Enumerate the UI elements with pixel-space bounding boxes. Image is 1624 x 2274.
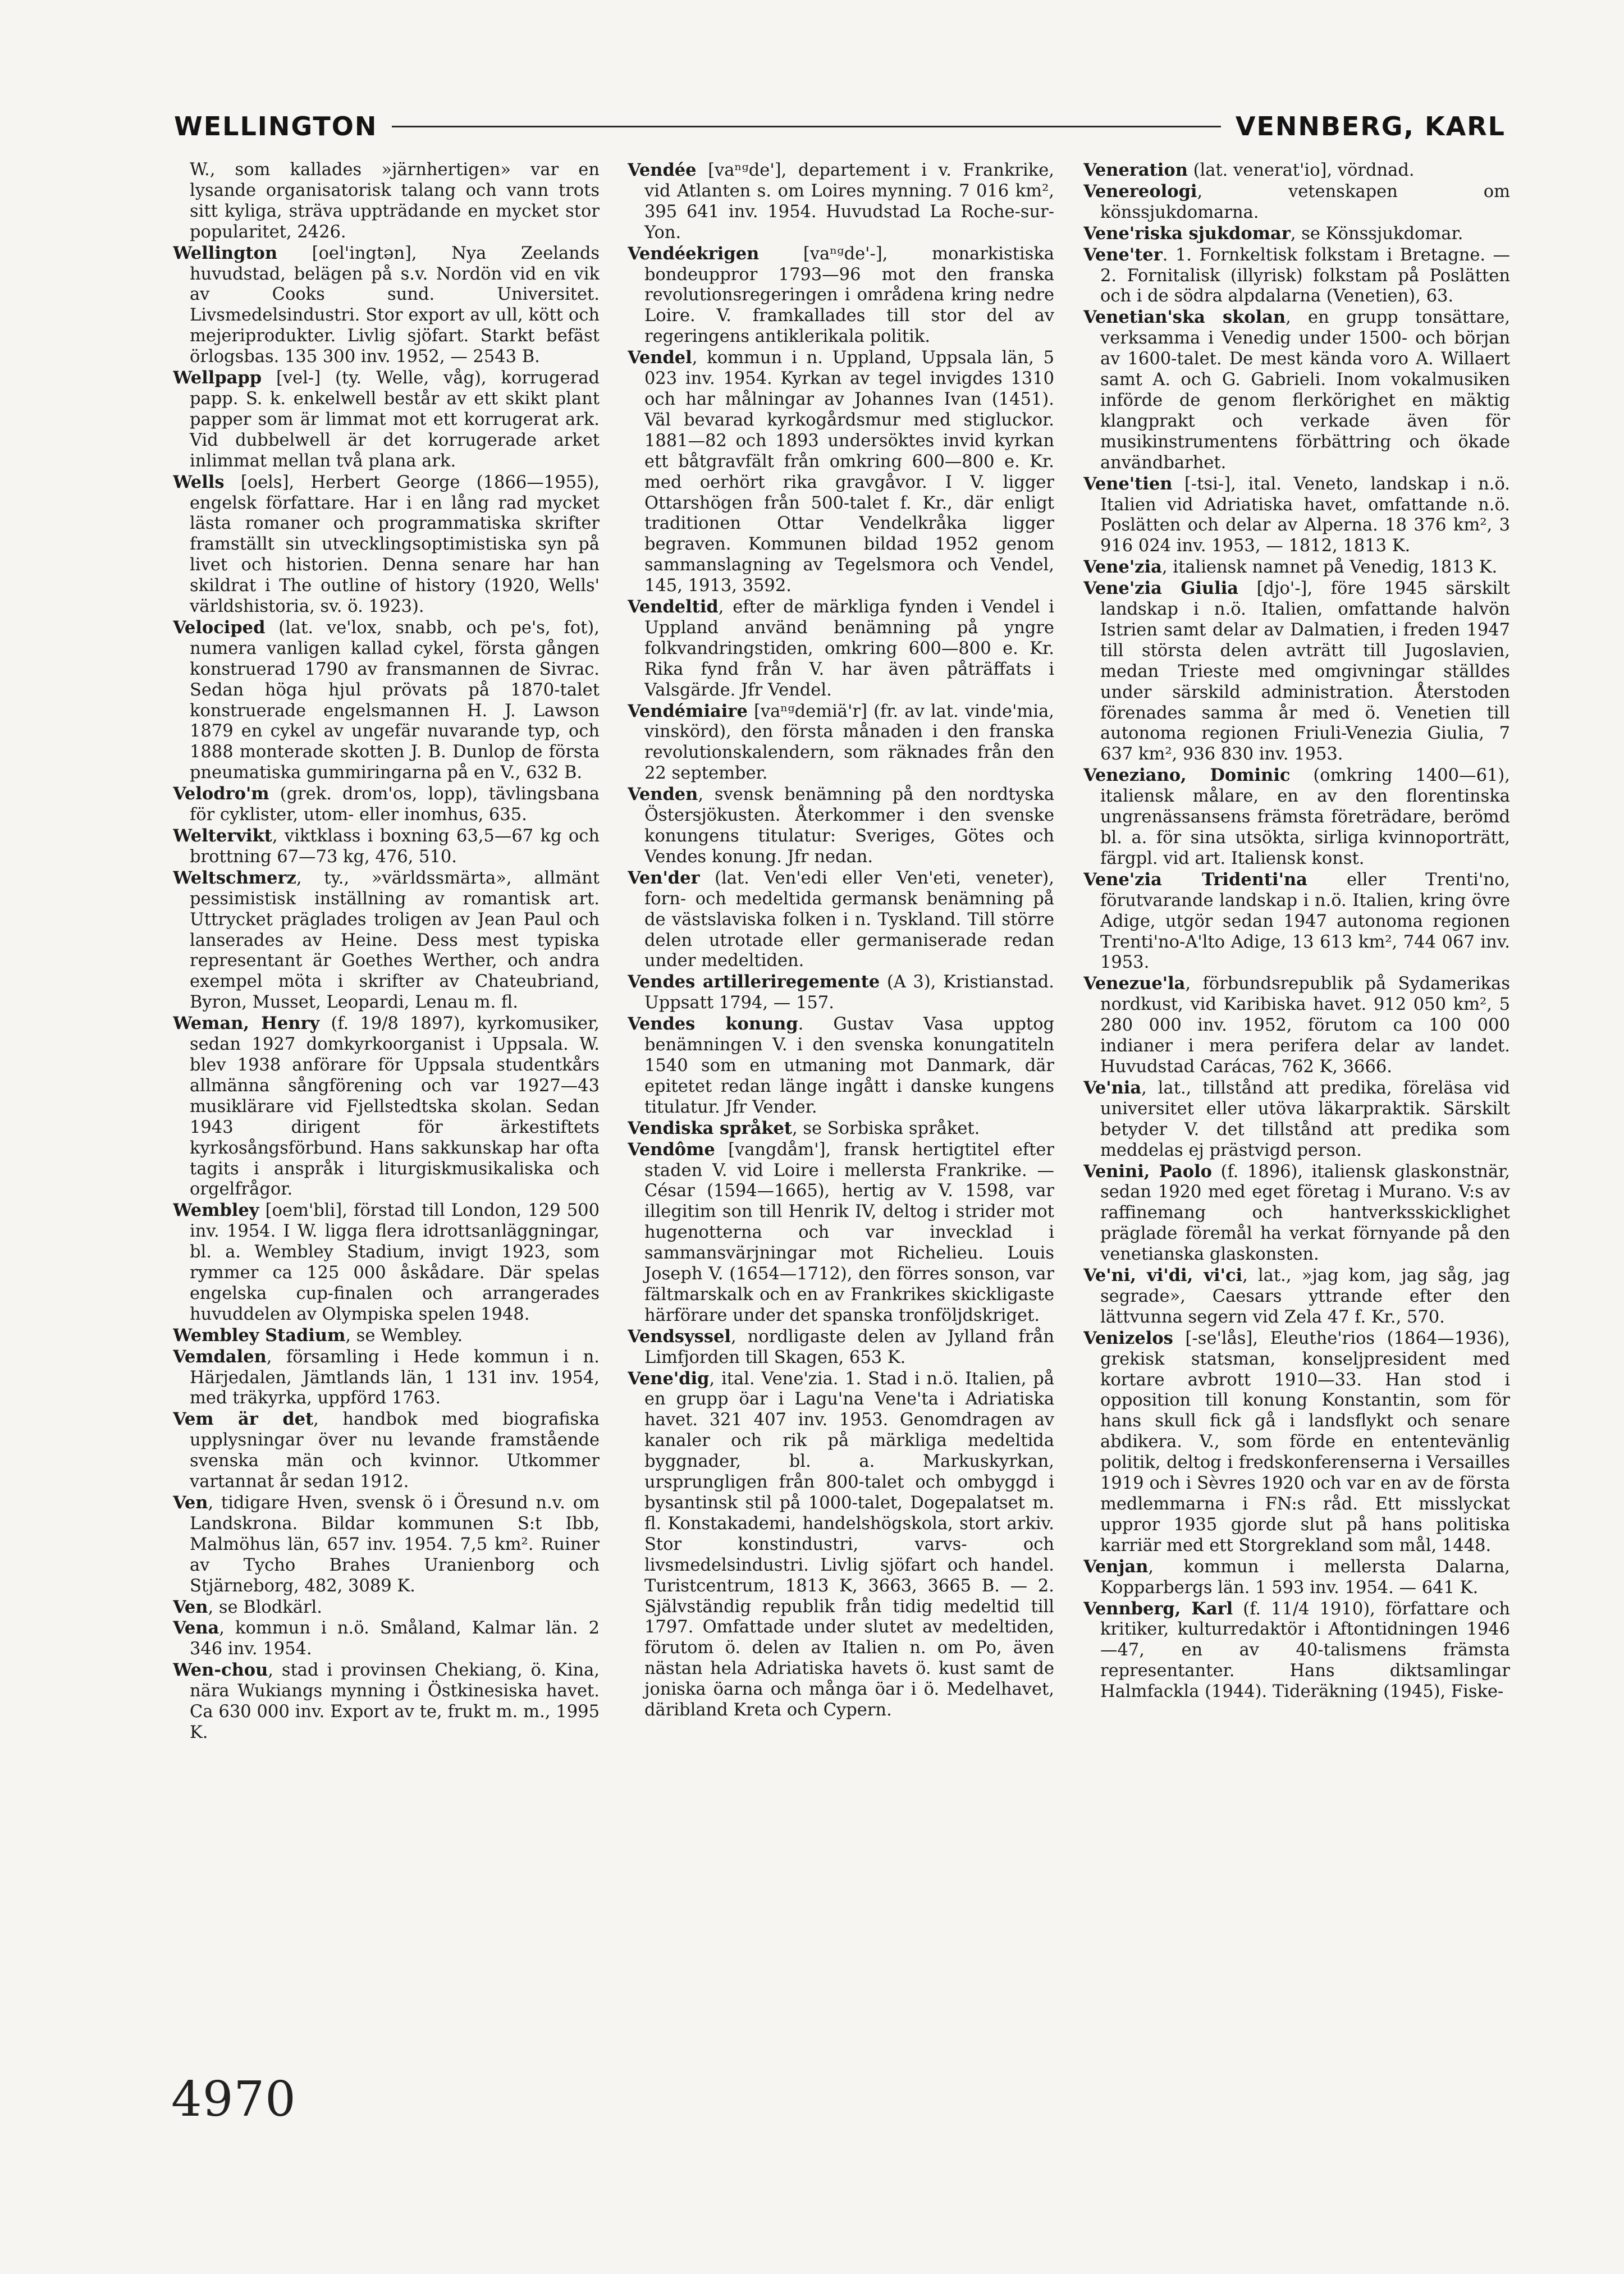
- entry-headword: Vendiska språket: [628, 1118, 792, 1138]
- dictionary-entry: [628, 972, 1054, 1014]
- entry-headword: Vendôme: [628, 1139, 715, 1160]
- dictionary-entry: [173, 1325, 600, 1347]
- entry-text: [-se'lås], Eleuthe'rios (1864—1936), grekisk statsman, konseljpresident med kortare avbrott 1910—33. Han stod i opposition till konung Konstantin, som för hans skull fick gå i landsflykt och senare abdikera. V., som förde en ententevänlig politik, deltog i fredskonferenserna i Versailles 1919 och i Sèvres 1920 och var en av de första medlemmarna i FN:s råd. Ett misslyckat uppror 1935 gjorde slut på hans politiska karriär med ett Storgrekland som mål, 1448.: [1100, 1328, 1510, 1555]
- entry-headword: Vene'zia Tridenti'na: [1083, 869, 1307, 890]
- entry-text: , kommun i n.ö. Småland, Kalmar län. 2 346 inv. 1954.: [190, 1618, 600, 1659]
- entry-text: (f. 11/4 1910), författare och kritiker, kulturredaktör i Aftontidningen 1946—47, en av 40-talismens främsta representanter. Hans diktsamlingar Halmfackla (1944). Tideräkning (1945), Fiske-: [1100, 1599, 1510, 1702]
- entry-text: (f. 19/8 1897), kyrkomusiker, sedan 1927 domkyrkoorganist i Uppsala. W. blev 1938 anförare för Uppsala studentkårs allmänna sångförening och var 1927—43 musiklärare vid Fjellstedtska skolan. Sedan 1943 dirigent för ärkestiftets kyrkosångsförbund. Hans sakkunskap har ofta tagits i anspråk i liturgiskmusikaliska och orgelfrågor.: [190, 1014, 600, 1200]
- entry-text: [vaⁿᵍdemiä'r] (fr. av lat. vinde'mia, vinskörd), den första månaden i den franska revolutionskalendern, som räknades från den 22 september.: [644, 701, 1054, 784]
- entry-text: , förbundsrepublik på Sydamerikas nordkust, vid Karibiska havet. 912 050 km², 5 280 000 inv. 1952, förutom ca 100 000 indianer i mera perifera delar av landet. Huvudstad Carácas, 762 K, 3666.: [1100, 974, 1510, 1077]
- entry-text: , stad i provinsen Chekiang, ö. Kina, nära Wukiangs mynning i Östkinesiska havet. Ca 630 000 inv. Export av te, frukt m. m., 1995 K.: [190, 1660, 600, 1742]
- dictionary-entry: [1083, 1557, 1510, 1599]
- entry-headword: Vendes artilleriregemente: [628, 972, 880, 992]
- dictionary-entry: [1083, 1599, 1510, 1703]
- entry-headword: Ven: [173, 1596, 208, 1617]
- entry-headword: Wen-chou: [173, 1660, 268, 1681]
- dictionary-entry: [628, 1118, 1054, 1140]
- entry-headword: Velociped: [173, 617, 266, 638]
- dictionary-entry: [628, 597, 1054, 701]
- dictionary-entry: [628, 1140, 1054, 1326]
- entry-text: . 1. Fornkeltisk folkstam i Bretagne. — 2. Fornitalisk (illyrisk) folkstam på Poslätten och i de södra alpdalarna (Venetien), 63.: [1100, 245, 1510, 306]
- entry-headword: Vena: [173, 1618, 219, 1639]
- dictionary-entry: [628, 701, 1054, 785]
- entry-text: , tidigare Hven, svensk ö i Öresund n.v. om Landskrona. Bildar kommunen S:t Ibb, Malmöhus län, 657 inv. 1954. 7,5 km². Ruiner av Tycho Brahes Uranienborg och Stjärneborg, 482, 3089 K.: [190, 1493, 600, 1596]
- dictionary-entry: [1083, 557, 1510, 578]
- dictionary-entry: [628, 160, 1054, 244]
- dictionary-entry: [173, 617, 600, 784]
- column-1: [173, 160, 600, 2091]
- entry-text: [vangdåm'], fransk hertigtitel efter staden V. vid Loire i mellersta Frankrike. — César (1594—1665), hertig av V. 1598, var illegitim son till Henrik IV, deltog i strider mot hugenotterna och var invecklad i sammansvärjningar mot Richelieu. Louis Joseph V. (1654—1712), den förres sonson, var fältmarskalk och en av Frankrikes skickligaste härförare under det spanska tronföljdskriget.: [644, 1140, 1054, 1325]
- entry-text: , se Sorbiska språket.: [792, 1118, 980, 1138]
- dictionary-entry: [1083, 765, 1510, 870]
- entry-text: , lat., tillstånd att predika, föreläsa vid universitet eller utöva läkarpraktik. Särskilt betyder V. det tillstånd att predika som meddelas ej prästvigd person.: [1100, 1078, 1510, 1160]
- dictionary-entry: [1083, 223, 1510, 245]
- header-last-entry: VENNBERG, KARL: [1235, 111, 1506, 141]
- dictionary-entry: [1083, 1161, 1510, 1266]
- header-first-entry: WELLINGTON: [174, 111, 378, 141]
- entry-headword: Venini, Paolo: [1083, 1161, 1213, 1182]
- entry-headword: Vene'zia Giulia: [1083, 578, 1239, 599]
- entry-headword: Venezue'la: [1083, 973, 1186, 994]
- entry-headword: Venden: [628, 784, 698, 805]
- dictionary-entry: [628, 1369, 1054, 1721]
- dictionary-entry: [1083, 474, 1510, 557]
- entry-headword: Vendel: [628, 347, 692, 368]
- entry-headword: Vendeltid: [628, 597, 719, 617]
- entry-text: (f. 1896), italiensk glaskonstnär, sedan 1920 med eget företag i Murano. V:s av raffinemang och hantverksskicklighet präglade föremål ha verkat förnyande på den venetianska glaskonsten.: [1100, 1161, 1510, 1265]
- entry-headword: Vendémiaire: [628, 701, 748, 721]
- entry-text: (lat. Ven'edi eller Ven'eti, veneter), forn- och medeltida germansk benämning på de västslaviska folken i n. Tyskland. Till större delen utrotade eller germaniserade redan under medeltiden.: [644, 868, 1054, 971]
- dictionary-entry: [173, 1493, 600, 1597]
- dictionary-entry: [1083, 870, 1510, 974]
- entry-headword: Vennberg, Karl: [1083, 1598, 1233, 1619]
- dictionary-entry: [1083, 181, 1510, 223]
- header-rule: [392, 126, 1221, 127]
- entry-text: , handbok med biografiska upplysningar över nu levande framstående svenska män och kvinnor. Utkommer vartannat år sedan 1912.: [190, 1410, 600, 1492]
- dictionary-entry: [173, 1618, 600, 1660]
- entry-headword: Wells: [173, 472, 225, 492]
- entry-text: [oel'ingtən], Nya Zeelands huvudstad, belägen på s.v. Nordön vid en vik av Cooks sund. Universitet. Livsmedelsindustri. Stor export av ull, kött och mejeriprodukter. Livlig sjöfart. Starkt befäst örlogsbas. 135 300 inv. 1952, — 2543 B.: [190, 243, 600, 367]
- entry-headword: Vene'dig: [628, 1368, 710, 1389]
- dictionary-entry: [1083, 160, 1510, 181]
- entry-text: , kommun i mellersta Dalarna, Kopparbergs län. 1 593 inv. 1954. — 641 K.: [1100, 1557, 1510, 1598]
- entry-headword: Weman, Henry: [173, 1013, 320, 1034]
- entry-headword: Wellpapp: [173, 368, 262, 388]
- entry-headword: Vemdalen: [173, 1346, 267, 1367]
- entry-headword: Ve'ni, vi'di, vi'ci: [1083, 1265, 1243, 1286]
- entry-text: , kommun i n. Uppland, Uppsala län, 5 023 inv. 1954. Kyrkan av tegel invigdes 1310 och har målningar av Johannes Ivan (1451). Väl bevarad kyrkogårdsmur med stigluckor. 1881—82 och 1893 undersöktes invid kyrkan ett båtgravfält från omkring 600—800 e. Kr. med oerhört rika gravgåvor. I V. ligger Ottarshögen från 500-talet f. Kr., där enligt traditionen Ottar Vendelkråka ligger begraven. Kommunen bildad 1952 genom sammanslagning av Tegelsmora och Vendel, 145, 1913, 3592.: [644, 348, 1054, 596]
- entry-headword: Ve'nia: [1083, 1077, 1142, 1098]
- entry-headword: Ven: [173, 1493, 208, 1513]
- column-3: [1083, 160, 1510, 2091]
- entry-headword: Weltervikt: [173, 826, 272, 846]
- dictionary-entry: [173, 368, 600, 472]
- entry-text: [vaⁿᵍde'], departement i v. Frankrike, vid Atlanten s. om Loires mynning. 7 016 km², 395 641 inv. 1954. Huvudstad La Roche-sur-Yon.: [644, 161, 1054, 243]
- dictionary-entry: [173, 243, 600, 368]
- entry-text: , se Könssjukdomar.: [1290, 223, 1463, 244]
- entry-text: , viktklass i boxning 63,5—67 kg och brottning 67—73 kg, 476, 510.: [190, 826, 600, 867]
- dictionary-entry: [628, 244, 1054, 348]
- entry-headword: Vendsyssel: [628, 1326, 731, 1347]
- entry-headword: Vene'tien: [1083, 473, 1173, 494]
- entry-headword: Ven'der: [628, 867, 700, 888]
- entry-text: [oem'bli], förstad till London, 129 500 inv. 1954. I W. ligga flera idrottsanläggningar, bl. a. Wembley Stadium, invigt 1923, som rymmer ca 125 000 åskådare. Där spelas engelska cup-finalen och arrangerades huvuddelen av Olympiska spelen 1948.: [190, 1201, 600, 1324]
- entry-text: W., som kallades »järnhertigen» var en lysande organisatorisk talang och vann trots sitt kyliga, sträva uppträdande en mycket stor popularitet, 2426.: [190, 160, 600, 242]
- entry-headword: Vem är det: [173, 1409, 314, 1430]
- entry-text: , efter de märkliga fynden i Vendel i Uppland använd benämning på yngre folkvandringstiden, omkring 600—800 e. Kr. Rika fynd från V. har även påträffats i Valsgärde. Jfr Vendel.: [644, 597, 1054, 700]
- entry-text: [vel-] (ty. Welle, våg), korrugerad papp. S. k. enkelwell består av ett skikt plant papper som är limmat mot ett korrugerat ark. Vid dubbelwell är det korrugerade arket inlimmat mellan två plana ark.: [190, 368, 600, 471]
- dictionary-entry: [173, 784, 600, 826]
- entry-text: , italiensk namnet på Venedig, 1813 K.: [1161, 557, 1498, 578]
- dictionary-entry: [1083, 1078, 1510, 1161]
- column-2: [628, 160, 1054, 2091]
- entry-text: (omkring 1400—61), italiensk målare, en av den florentinska ungrenässansens främsta företrädare, berömd bl. a. för sina utsökta, sirliga kvinnoporträtt, färgpl. vid art. Italiensk konst.: [1100, 766, 1510, 868]
- entry-headword: Vendée: [628, 160, 697, 180]
- entry-text: , se Blodkärl.: [208, 1597, 322, 1617]
- dictionary-entry: [628, 1326, 1054, 1369]
- entry-text: , nordligaste delen av Jylland från Limfjorden till Skagen, 653 K.: [644, 1326, 1054, 1367]
- dictionary-entry: [173, 826, 600, 868]
- entry-headword: Vene'zia: [1083, 557, 1162, 578]
- dictionary-entry: [1083, 578, 1510, 765]
- dictionary-entry: [173, 1013, 600, 1200]
- dictionary-entry: [1083, 1265, 1510, 1328]
- entry-text: , svensk benämning på den nordtyska Östersjökusten. Återkommer i den svenske konungens titulatur: Sveriges, Götes och Vendes konung. Jfr nedan.: [644, 785, 1054, 867]
- dictionary-entry: [173, 160, 600, 243]
- entry-text: , lat., »jag kom, jag såg, jag segrade», Caesars yttrande efter den lättvunna segern vid Zela 47 f. Kr., 570.: [1100, 1266, 1510, 1327]
- entry-headword: Venizelos: [1083, 1328, 1173, 1348]
- entry-headword: Velodro'm: [173, 784, 269, 804]
- running-header: [174, 104, 1506, 149]
- dictionary-entry: [1083, 307, 1510, 473]
- entry-text: [djo'-], före 1945 särskilt landskap i n.ö. Italien, omfattande halvön Istrien samt delar av Dalmatien, i freden 1947 till största delen avträtt till Jugoslavien, medan Trieste med omgivningar ställdes under särskild administration. Återstoden förenades samma år med ö. Venetien till autonoma regionen Friuli-Venezia Giulia, 7 637 km², 936 830 inv. 1953.: [1100, 579, 1510, 765]
- entry-text: , se Wembley.: [345, 1325, 463, 1346]
- entry-text: [-tsi-], ital. Veneto, landskap i n.ö. Italien vid Adriatiska havet, omfattande n.ö. Poslätten och delar av Alperna. 18 376 km², 3 916 024 inv. 1953, — 1812, 1813 K.: [1100, 474, 1510, 556]
- dictionary-entry: [628, 784, 1054, 868]
- entry-text: . Gustav Vasa upptog benämningen V. i den svenska konungatiteln 1540 som en utmaning mot Danmark, där epitetet redan länge ingått i danske kungens titulatur. Jfr Vender.: [644, 1014, 1054, 1117]
- dictionary-entry: [173, 472, 600, 617]
- entry-text: [vaⁿᵍde'-], monarkistiska bondeuppror 1793—96 mot den franska revolutionsregeringen i områdena kring nedre Loire. V. framkallades till stor del av regeringens antiklerikala politik.: [644, 244, 1054, 347]
- dictionary-entry: [173, 1200, 600, 1325]
- entry-text: (A 3), Kristianstad. Uppsatt 1794, — 157.: [644, 972, 1054, 1013]
- entry-headword: Wellington: [173, 243, 278, 263]
- entry-headword: Vendes konung: [628, 1014, 798, 1035]
- dictionary-entry: [1083, 1328, 1510, 1557]
- entry-text: , ty., »världssmärta», allmänt pessimistisk inställning av romantisk art. Uttrycket präglades troligen av Jean Paul och lanserades av Heine. Dess mest typiska representant är Goethes Werther, och andra exempel möta i skrifter av Chateubriand, Byron, Musset, Leopardi, Lenau m. fl.: [190, 868, 600, 1013]
- entry-headword: Veneration: [1083, 160, 1188, 180]
- dictionary-entry: [628, 347, 1054, 597]
- entry-text: (lat. ve'lox, snabb, och pe's, fot), numera vanligen kallad cykel, första gången konstruerad 1790 av fransmannen de Sivrac. Sedan höga hjul prövats på 1870-talet konstruerade engelsmannen H. J. Lawson 1879 en cykel av ungefär nuvarande typ, och 1888 monterade skotten J. B. Dunlop de första pneumatiska gummiringarna på en V., 632 B.: [190, 617, 600, 783]
- entry-text: (lat. venerat'io], vördnad.: [1187, 161, 1415, 180]
- entry-text: (grek. drom'os, lopp), tävlingsbana för cyklister, utom- eller inomhus, 635.: [190, 784, 600, 825]
- dictionary-entry: [628, 1014, 1054, 1118]
- entry-headword: Venereologi: [1083, 181, 1197, 202]
- dictionary-entry: [1083, 973, 1510, 1078]
- entry-text: eller Trenti'no, förutvarande landskap i n.ö. Italien, kring övre Adige, utgör sedan 1947 autonoma regionen Trenti'no-A'lto Adige, 13 613 km², 744 067 inv. 1953.: [1100, 870, 1510, 973]
- entry-text: , en grupp tonsättare, verksamma i Venedig under 1500- och början av 1600-talet. De mest kända voro A. Willaert samt A. och G. Gabrieli. Inom vokalmusiken införde de genom flerkörighet en mäktig klangprakt och verkade även för musikinstrumentens förbättring och ökade användbarhet.: [1100, 308, 1510, 473]
- entry-text: , församling i Hede kommun i n. Härjedalen, Jämtlands län, 1 131 inv. 1954, med träkyrka, uppförd 1763.: [190, 1347, 600, 1408]
- entry-headword: Venjan: [1083, 1556, 1149, 1577]
- entry-headword: Vendéekrigen: [628, 243, 760, 264]
- dictionary-entry: [1083, 245, 1510, 308]
- entry-text: , ital. Vene'zia. 1. Stad i n.ö. Italien, på en grupp öar i Lagu'na Vene'ta i Adriatiska havet. 321 407 inv. 1953. Genomdragen av kanaler och rik på märkliga medeltida byggnader, bl. a. Markuskyrkan, ursprungligen från 800-talet och ombyggd i bysantinsk stil på 1000-talet, Dogepalatset m. fl. Konstakademi, handelshögskola, stort arkiv. Stor konstindustri, varvs- och livsmedelsindustri. Livlig sjöfart och handel. Turistcentrum, 1813 K, 3663, 3665 B. — 2. Självständig republik från tidig medeltid till 1797. Omfattade under slutet av medeltiden, förutom ö. delen av Italien n. om Po, även nästan hela Adriatiska havets ö. kust samt de joniska öarna och många öar i ö. Medelhavet, däribland Kreta och Cypern.: [644, 1369, 1054, 1721]
- dictionary-entry: [173, 1347, 600, 1410]
- dictionary-entry: [173, 1660, 600, 1744]
- entry-headword: Weltschmerz: [173, 867, 296, 888]
- dictionary-entry: [173, 1597, 600, 1618]
- entry-text: , vetenskapen om könssjukdomarna.: [1100, 181, 1510, 222]
- page-number: 4970: [171, 2071, 296, 2127]
- dictionary-entry: [628, 868, 1054, 972]
- entry-headword: Vene'riska sjukdomar: [1083, 223, 1291, 244]
- entry-headword: Veneziano, Dominic: [1083, 765, 1291, 786]
- entry-headword: Wembley Stadium: [173, 1325, 346, 1346]
- entry-headword: Vene'ter: [1083, 244, 1163, 265]
- dictionary-entry: [173, 868, 600, 1013]
- dictionary-entry: [173, 1409, 600, 1493]
- entry-headword: Wembley: [173, 1200, 259, 1221]
- entry-headword: Venetian'ska skolan: [1083, 307, 1286, 328]
- entry-text: [oels], Herbert George (1866—1955), engelsk författare. Har i en lång rad mycket lästa romaner och programmatiska skrifter framställt sin utvecklingsoptimistiska syn på livet och historien. Denna senare har han skildrat i The outline of history (1920, Wells' världshistoria, sv. ö. 1923).: [190, 472, 600, 617]
